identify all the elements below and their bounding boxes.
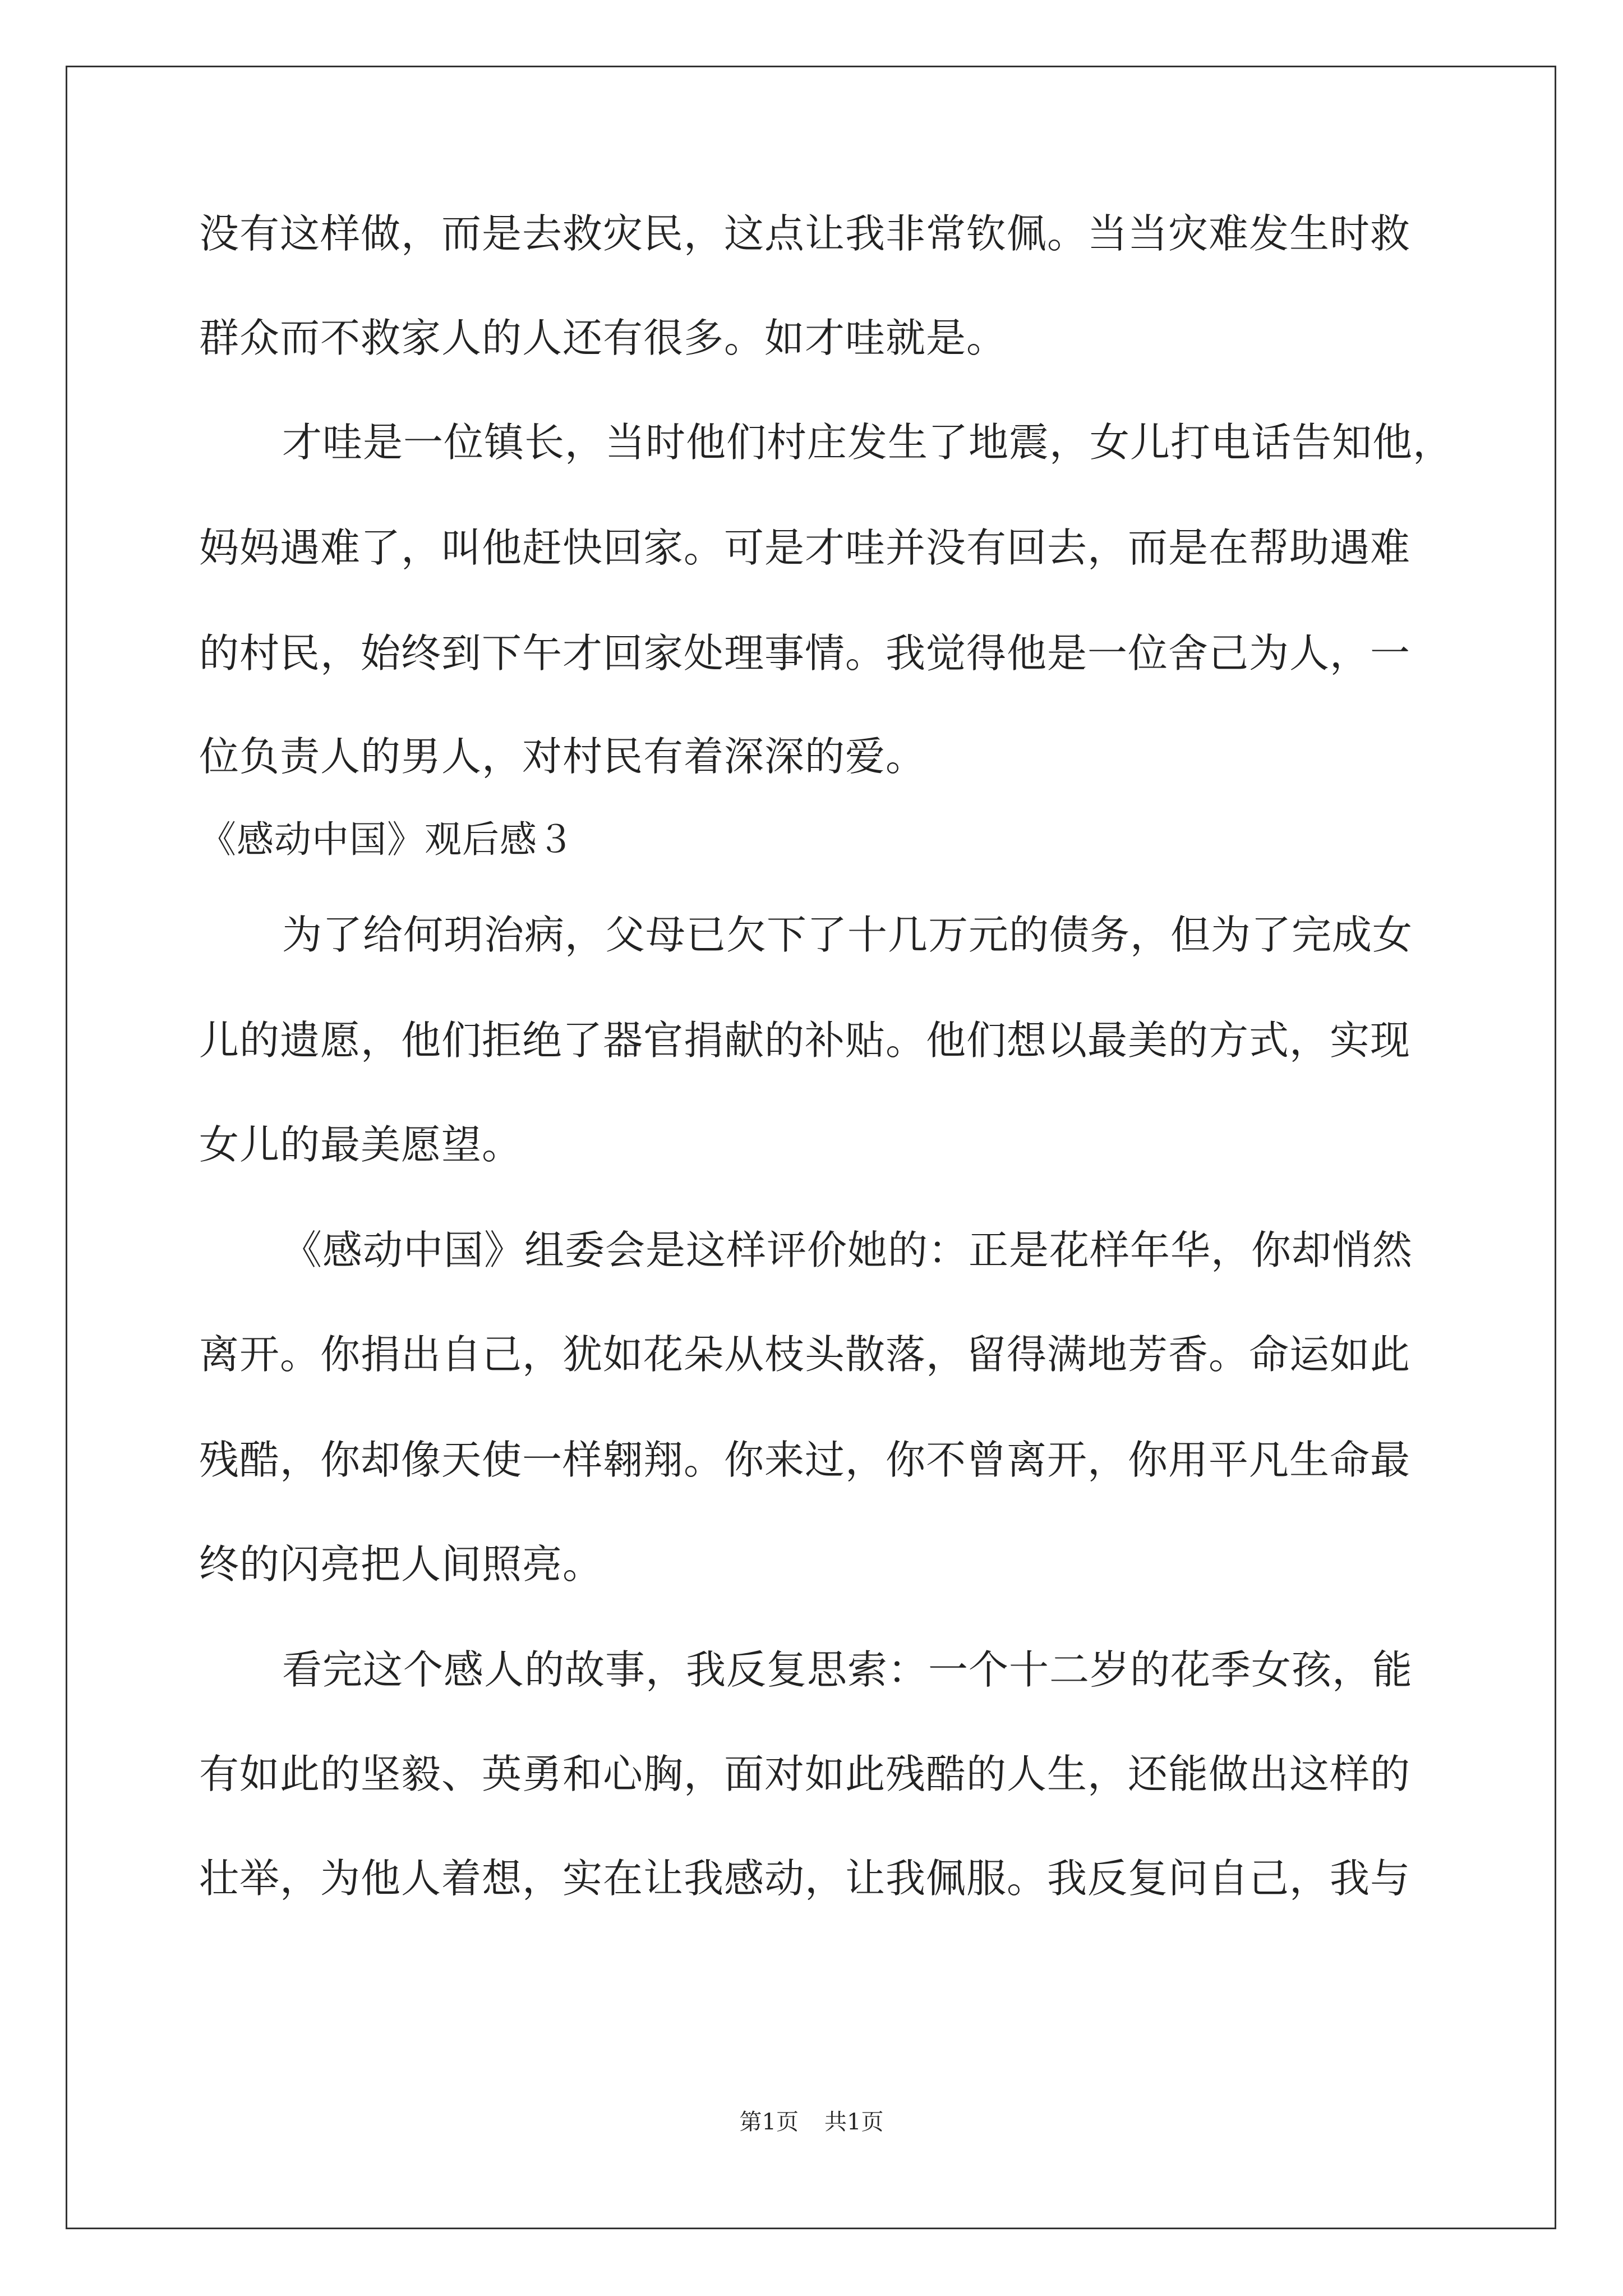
paragraph-start-line: 看完这个感人的故事，我反复思索：一个十二岁的花季女孩，能: [282, 1646, 1413, 1693]
text-line: 位负责人的男人，对村民有着深深的爱。: [199, 733, 926, 780]
text-line: 的村民，始终到下午才回家处理事情。我觉得他是一位舍己为人，一: [199, 630, 1411, 677]
text-line: 离开。你捐出自己，犹如花朵从枝头散落，留得满地芳香。命运如此: [199, 1331, 1411, 1378]
text-line: 女儿的最美愿望。: [199, 1121, 523, 1168]
text-line: 壮举，为他人着想，实在让我感动，让我佩服。我反复问自己，我与: [199, 1855, 1411, 1902]
section-heading: 《感动中国》观后感３: [199, 818, 575, 861]
paragraph-start-line: 《感动中国》组委会是这样评价她的：正是花样年华，你却悄然: [282, 1227, 1413, 1273]
text-line: 群众而不救家人的人还有很多。如才哇就是。: [199, 315, 1007, 361]
page-number: 第1页: [739, 2109, 799, 2135]
text-line: 妈妈遇难了，叫他赶快回家。可是才哇并没有回去，而是在帮助遇难: [199, 524, 1411, 571]
paragraph-start-line: 为了给何玥治病，父母已欠下了十几万元的债务，但为了完成女: [282, 912, 1413, 958]
text-line: 没有这样做，而是去救灾民，这点让我非常钦佩。当当灾难发生时救: [199, 210, 1411, 257]
page-footer: [0, 2108, 1623, 2136]
paragraph-start-line: 才哇是一位镇长，当时他们村庄发生了地震，女儿打电话告知他，: [282, 419, 1454, 466]
text-line: 儿的遗愿，他们拒绝了器官捐献的补贴。他们想以最美的方式，实现: [199, 1017, 1411, 1064]
text-line: 残酷，你却像天使一样翱翔。你来过，你不曾离开，你用平凡生命最: [199, 1437, 1411, 1483]
page-total: 共1页: [824, 2109, 884, 2135]
text-line: 终的闪亮把人间照亮。: [199, 1541, 603, 1588]
text-line: 有如此的坚毅、英勇和心胸，面对如此残酷的人生，还能做出这样的: [199, 1751, 1411, 1797]
